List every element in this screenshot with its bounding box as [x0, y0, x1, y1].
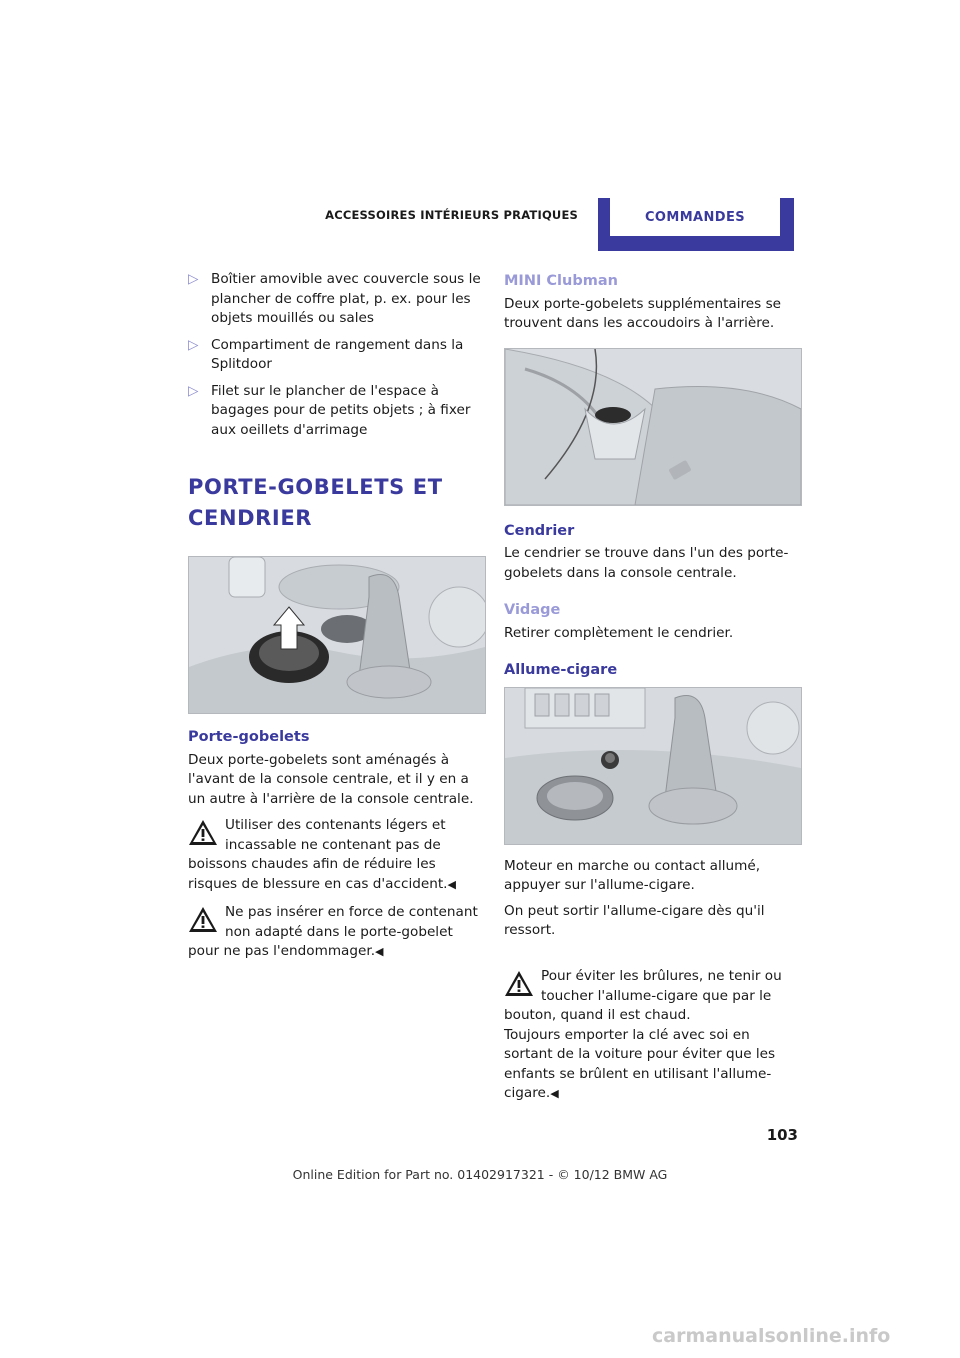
triangle-bullet-icon: ▷ — [188, 336, 199, 353]
left-column — [188, 270, 484, 970]
end-mark-icon: ◀ — [447, 877, 456, 891]
page-number: 103 — [766, 1126, 798, 1144]
cupholder-illustration — [188, 556, 486, 714]
triangle-bullet-icon: ▷ — [188, 382, 199, 399]
bullet-text: Filet sur le plancher de l'espace à bagages pour de petits objets ; à fixer aux oeillets d'arrimage — [211, 382, 471, 438]
paragraph: Deux porte-gobelets supplémentaires se trouvent dans les accoudoirs à l'arrière. — [504, 295, 782, 331]
paragraph: On peut sortir l'allume-cigare dès qu'il ressort. — [504, 902, 765, 938]
header-section-title: ACCESSOIRES INTÉRIEURS PRATIQUES — [325, 208, 578, 222]
warning-text: Ne pas insérer en force de contenant non adapté dans le porte-gobelet pour ne pas l'endommager. — [188, 904, 478, 959]
subheading-porte-gobelets: Porte-gobelets — [188, 729, 310, 745]
warning-note — [504, 947, 800, 1104]
paragraph: Deux porte-gobelets sont aménagés à l'avant de la console centrale, et il y en a un autre à l'arrière de la console centrale. — [188, 751, 474, 807]
paragraph: Le cendrier se trouve dans l'un des porte-gobelets dans la console centrale. — [504, 545, 789, 581]
right-column — [504, 270, 800, 1112]
end-mark-icon: ◀ — [375, 945, 384, 958]
list-item — [188, 382, 484, 441]
warning-triangle-icon — [188, 818, 218, 848]
bullet-text: Boîtier amovible avec couvercle sous le plancher de coffre plat, p. ex. pour les objets mouillés ou sales — [211, 271, 481, 326]
header-chapter-tab: COMMANDES — [610, 198, 780, 236]
cigarette-lighter-illustration — [504, 687, 802, 845]
subheading-vidage: Vidage — [504, 602, 561, 618]
list-item — [188, 336, 484, 375]
footer-edition-note: Online Edition for Part no. 01402917321 - © 10/12 BMW AG — [292, 1167, 668, 1182]
subheading-allume-cigare: Allume-cigare — [504, 662, 618, 678]
end-mark-icon: ◀ — [550, 1087, 559, 1100]
warning-text: Pour éviter les brûlures, ne tenir ou toucher l'allume-cigare que par le bouton, quand il est chaud. Toujours emporter la clé avec soi en sortant de la voiture pour éviter que les enfants se brûlent en utilisant l'allume-cigare. — [504, 968, 782, 1101]
warning-triangle-icon — [188, 905, 218, 935]
warning-note — [188, 815, 484, 894]
rear-armrest-illustration — [504, 348, 802, 506]
paragraph: Moteur en marche ou contact allumé, appuyer sur l'allume-cigare. — [504, 857, 761, 893]
bullet-text: Compartiment de rangement dans la Splitdoor — [211, 336, 464, 372]
paragraph: Retirer complètement le cendrier. — [504, 624, 734, 641]
subheading-mini-clubman: MINI Clubman — [504, 273, 618, 289]
warning-text: Utiliser des contenants légers et incassable ne contenant pas de boissons chaudes afin de réduire les risques de blessure en cas d'accident. — [188, 817, 448, 892]
list-item — [188, 270, 484, 329]
bullet-list — [188, 270, 484, 440]
triangle-bullet-icon: ▷ — [188, 271, 199, 287]
warning-note — [188, 902, 484, 962]
section-title: PORTE-GOBELETS ET CENDRIER — [188, 475, 443, 530]
warning-triangle-icon — [504, 969, 534, 999]
watermark: carmanualsonline.info — [652, 1325, 891, 1347]
subheading-cendrier: Cendrier — [504, 522, 575, 539]
